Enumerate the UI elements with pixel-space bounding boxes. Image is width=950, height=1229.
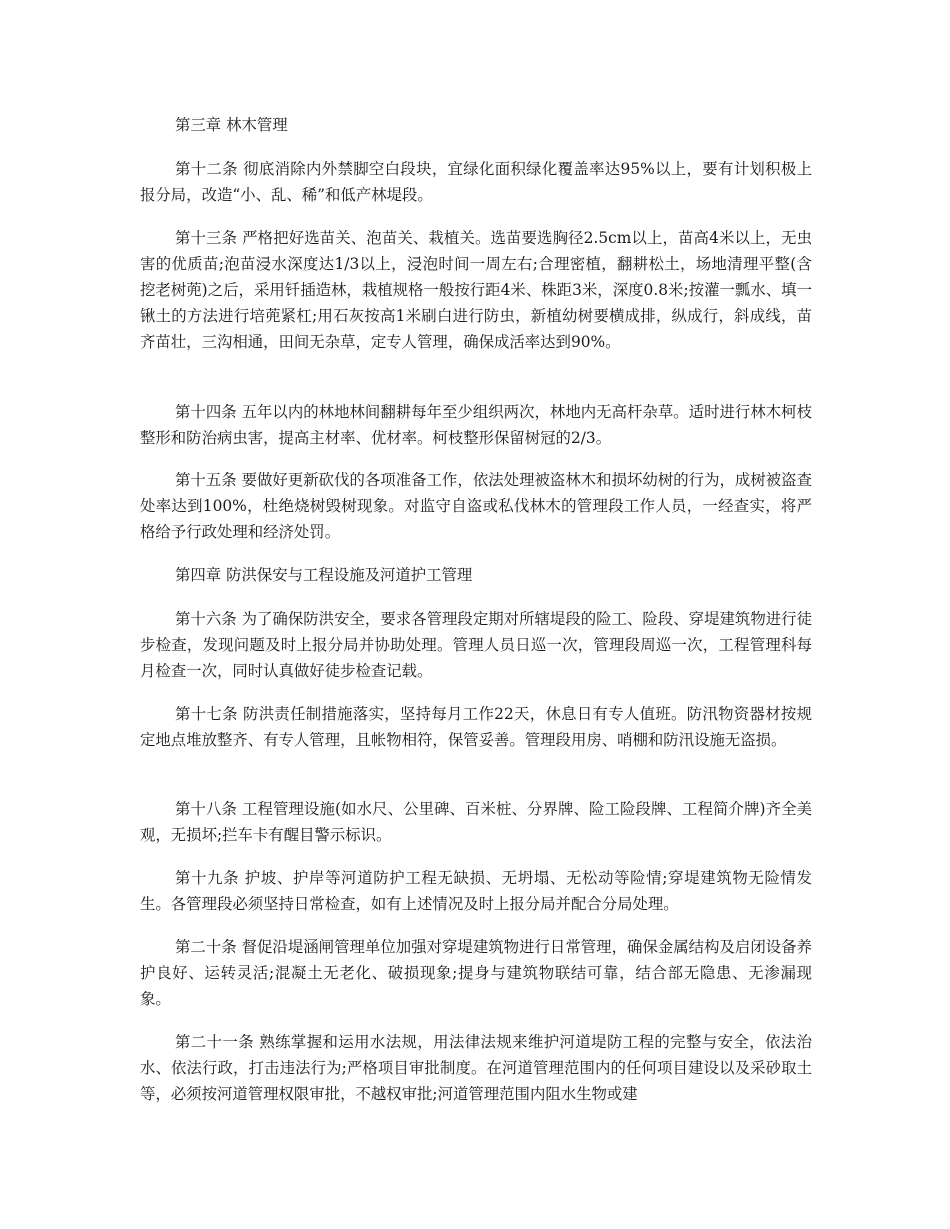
chapter-3-heading: 第三章 林木管理: [175, 116, 288, 134]
article-13: 第十三条 严格把好选苗关、泡苗关、栽植关。选苗要选胸径2.5cm以上，苗高4米以上，无虫害的优质苗;泡苗浸水深度达1/3以上，浸泡时间一周左右;合理密植，翻耕松土，场地清理平整(含挖老树蔸)之后，采用钎插造林，栽植规格一般按行距4米、株距3米，深度0.8米;按灌一瓢水、填一锹土的方法进行培蔸紧杠;用石灰按高1米刷白进行防虫，新植幼树要横成排，纵成行，斜成线，苗齐苗壮，三沟相通，田间无杂草，定专人管理，确保成活率达到90%。: [140, 229, 812, 351]
article-21: 第二十一条 熟练掌握和运用水法规，用法律法规来维护河道堤防工程的完整与安全，依法治水、依法行政，打击违法行为;严格项目审批制度。在河道管理范围内的任何项目建设以及采砂取土等，必须按河道管理权限审批，不越权审批;河道管理范围内阻水生物或建: [140, 1033, 812, 1103]
article-14: 第十四条 五年以内的林地林间翻耕每年至少组织两次，林地内无高杆杂草。适时进行林木柯枝整形和防治病虫害，提高主材率、优材率。柯枝整形保留树冠的2/3。: [140, 403, 812, 447]
article-15: 第十五条 要做好更新砍伐的各项准备工作，依法处理被盗林木和损坏幼树的行为，成树被盗查处率达到100%，杜绝烧树毁树现象。对监守自盗或私伐林木的管理段工作人员，一经查实，将严格给予行政处理和经济处罚。: [140, 471, 812, 541]
article-12: 第十二条 彻底消除内外禁脚空白段块，宜绿化面积绿化覆盖率达95%以上，要有计划积极上报分局，改造“小、乱、稀”和低产林堤段。: [140, 160, 812, 204]
article-16: 第十六条 为了确保防洪安全，要求各管理段定期对所辖堤段的险工、险段、穿堤建筑物进行徒步检查，发现问题及时上报分局并协助处理。管理人员日巡一次，管理段周巡一次，工程管理科每月检查一次，同时认真做好徒步检查记载。: [140, 610, 812, 680]
article-18: 第十八条 工程管理设施(如水尺、公里碑、百米桩、分界牌、险工险段牌、工程简介牌)齐全美观，无损坏;拦车卡有醒目警示标识。: [140, 800, 812, 844]
article-17: 第十七条 防洪责任制措施落实，坚持每月工作22天，休息日有专人值班。防汛物资器材按规定地点堆放整齐、有专人管理，且帐物相符，保管妥善。管理段用房、哨棚和防汛设施无盗损。: [140, 705, 812, 749]
article-19: 第十九条 护坡、护岸等河道防护工程无缺损、无坍塌、无松动等险情;穿堤建筑物无险情发生。各管理段必须坚持日常检查，如有上述情况及时上报分局并配合分局处理。: [140, 869, 812, 913]
article-20: 第二十条 督促沿堤涵闸管理单位加强对穿堤建筑物进行日常管理，确保金属结构及启闭设备养护良好、运转灵活;混凝土无老化、破损现象;提身与建筑物联结可靠，结合部无隐患、无渗漏现象。: [140, 938, 812, 1008]
chapter-4-heading: 第四章 防洪保安与工程设施及河道护工管理: [175, 566, 473, 584]
